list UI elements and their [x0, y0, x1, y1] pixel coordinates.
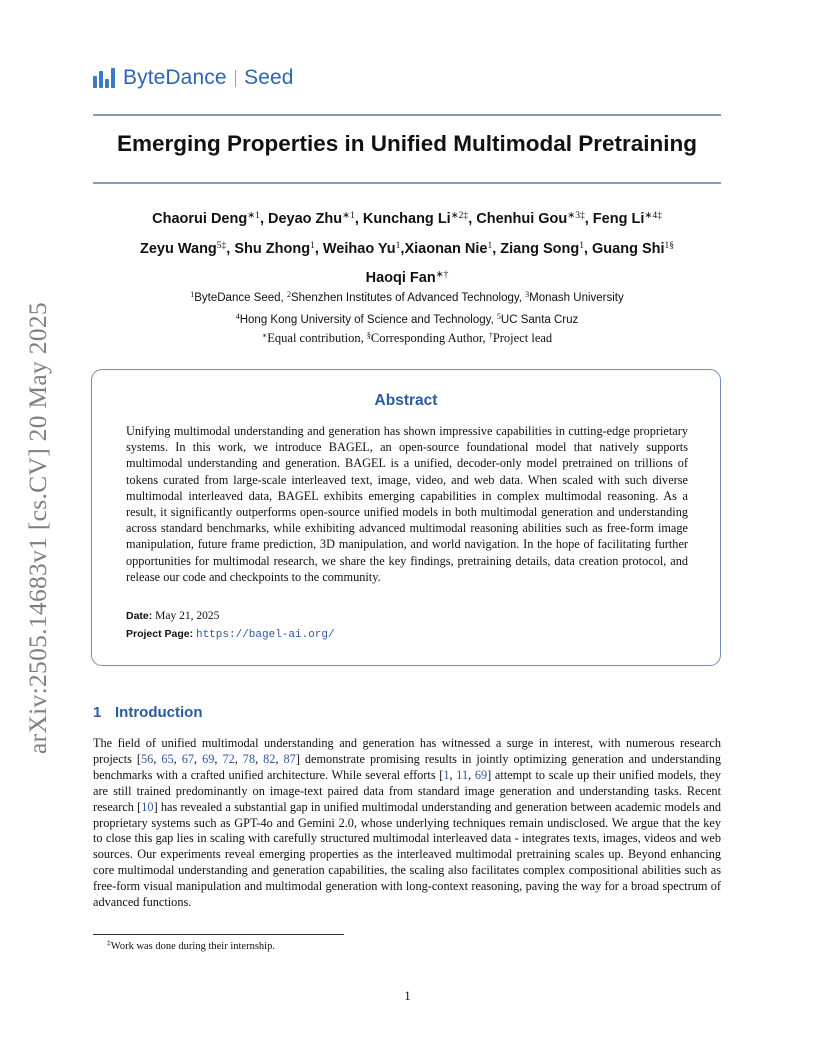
author-name: Weihao Yu: [322, 240, 396, 257]
affiliations: [93, 286, 721, 329]
author-name: Feng Li: [592, 211, 645, 227]
citation-link[interactable]: 87: [283, 751, 296, 766]
citation-link[interactable]: 10: [141, 799, 154, 814]
author-list: [93, 203, 721, 292]
citation-link[interactable]: 78: [242, 751, 256, 766]
footnote: [107, 938, 275, 952]
citation-link[interactable]: 82: [263, 751, 276, 766]
citation-link[interactable]: 11: [456, 767, 469, 782]
section-heading: [93, 704, 202, 721]
citation-link[interactable]: 72: [222, 751, 235, 766]
author-name: Deyao Zhu: [268, 211, 343, 227]
logo-separator: [235, 70, 237, 87]
footnote-mark: ‡: [107, 938, 111, 947]
author-name: Shu Zhong: [234, 240, 311, 257]
page-number: 1: [404, 988, 411, 1003]
author-line-3: Haoqi Fan∗†: [365, 270, 449, 286]
affiliation-line-1: $^1$ByteDance Seed, $^2$Shenzhen Institutes of Advanced Technology, $^3$Monash University: [190, 290, 624, 304]
author-name: Kunchang Li: [362, 211, 451, 227]
project-page-link[interactable]: https://bagel-ai.org/: [195, 629, 335, 641]
date-value: May 21, 2025: [155, 610, 220, 622]
footnote-rule: [93, 934, 344, 935]
author-line-2: Zeyu Wang$^{5\ddagger}$, Shu Zhong$^1$, Weihao Yu$^1$,Xiaonan Nie$^1$, Ziang Song$^1$, Guang Shi$^{1\S}$: [139, 240, 675, 257]
arxiv-stamp: arXiv:2505.14683v1 [cs.CV] 20 May 2025: [23, 302, 52, 754]
affiliation-line-2: $^4$Hong Kong University of Science and Technology, $^5$UC Santa Cruz: [235, 311, 579, 326]
author-name: Zeyu Wang: [139, 240, 217, 257]
author-name: Xiaonan Nie: [404, 240, 488, 257]
logo-product: Seed: [244, 66, 294, 89]
project-page-label: Project Page:: [126, 628, 194, 640]
logo-brand: ByteDance: [123, 66, 227, 89]
bytedance-logo-icon: [93, 68, 115, 88]
citation-link[interactable]: 65: [161, 751, 174, 766]
citation-link[interactable]: 69: [202, 751, 215, 766]
bytedance-seed-logo: [93, 66, 294, 90]
abstract-text: Unifying multimodal understanding and generation has shown impressive capabilities in cutting-edge proprietary systems. In this work, we introduce BAGEL, an open-source foundational model that natively supports multimodal understanding and generation. BAGEL is a unified, decoder-only model pretrained on trillions of tokens curated from large-scale interleaved text, image, video, and web data. When scaled with such diverse multimodal interleaved data, BAGEL exhibits emerging capabilities in complex multimodal reasoning. As a result, it significantly outperforms open-source unified models in both multimodal generation and understanding across standard benchmarks, while exhibiting advanced multimodal reasoning abilities such as free-form image manipulation, future frame prediction, 3D manipulation, and world navigation. In the hope of facilitating further opportunities for multimodal research, we share the key findings, pretraining details, data creation protocol, and release our code and checkpoints to the community.: [126, 424, 688, 584]
citation-link[interactable]: 56: [141, 751, 154, 766]
section-title: Introduction: [115, 704, 203, 721]
citation-link[interactable]: 1: [443, 767, 450, 782]
citation-link[interactable]: 69: [474, 767, 488, 782]
abstract-heading: Abstract: [374, 392, 438, 409]
section-number: 1: [93, 704, 102, 721]
top-rule: [93, 114, 721, 116]
date-label: Date:: [126, 610, 153, 622]
contribution-notes: ∗Equal contribution, §Corresponding Author, †Project lead: [261, 331, 553, 345]
footnote-text: Work was done during their internship.: [110, 941, 275, 952]
citation-link[interactable]: 67: [181, 751, 195, 766]
intro-paragraph: The field of unified multimodal understanding and generation has witnessed a surge in interest, with numerous research projects [56, 65, 67, 69, 72, 78, 82, 87] demonstrate promising results in jointly optimizing generation and understanding benchmarks with a crafted unified architecture. While several efforts [1, 11, 69] attempt to scale up their unified models, they are still trained predominantly on image-text paired data from standard image generation and understanding tasks. Recent research [10] has revealed a substantial gap in unified multimodal understanding and generation between academic models and proprietary systems such as GPT-4o and Gemini 2.0, whose underlying techniques remain undisclosed. We argue that the key to close this gap lies in scaling with carefully structured multimodal interleaved data - integrates texts, images, videos and web sources. Our experiments reveal emerging properties as the interleaved multimodal pretraining scales up. Beyond enhancing core multimodal understanding and generation capabilities, the scaling also facilitates complex compositional abilities such as free-form visual manipulation and multimodal generation with long-context reasoning, paving the way for a broad spectrum of advanced functions.: [93, 736, 722, 910]
author-name: Chenhui Gou: [476, 211, 568, 227]
date-line: [126, 610, 219, 622]
abstract-box: [91, 369, 721, 666]
project-page-line: [126, 628, 335, 641]
title-rule: [93, 182, 721, 184]
paper-title: Emerging Properties in Unified Multimodal Pretraining: [116, 131, 698, 156]
author-line-1: Chaorui Deng$^{∗1}$, Deyao Zhu$^{∗1}$, Kunchang $Li^{∗2\ddagger}$, Chenhui Gou$^{∗3\ddagger}$, Feng $Li^{∗4\ddagger}$: [152, 211, 662, 227]
author-name: Haoqi Fan: [365, 270, 436, 286]
author-name: Guang Shi: [592, 240, 665, 257]
author-name: Chaorui Deng: [152, 211, 248, 227]
author-name: Ziang Song: [500, 240, 580, 257]
